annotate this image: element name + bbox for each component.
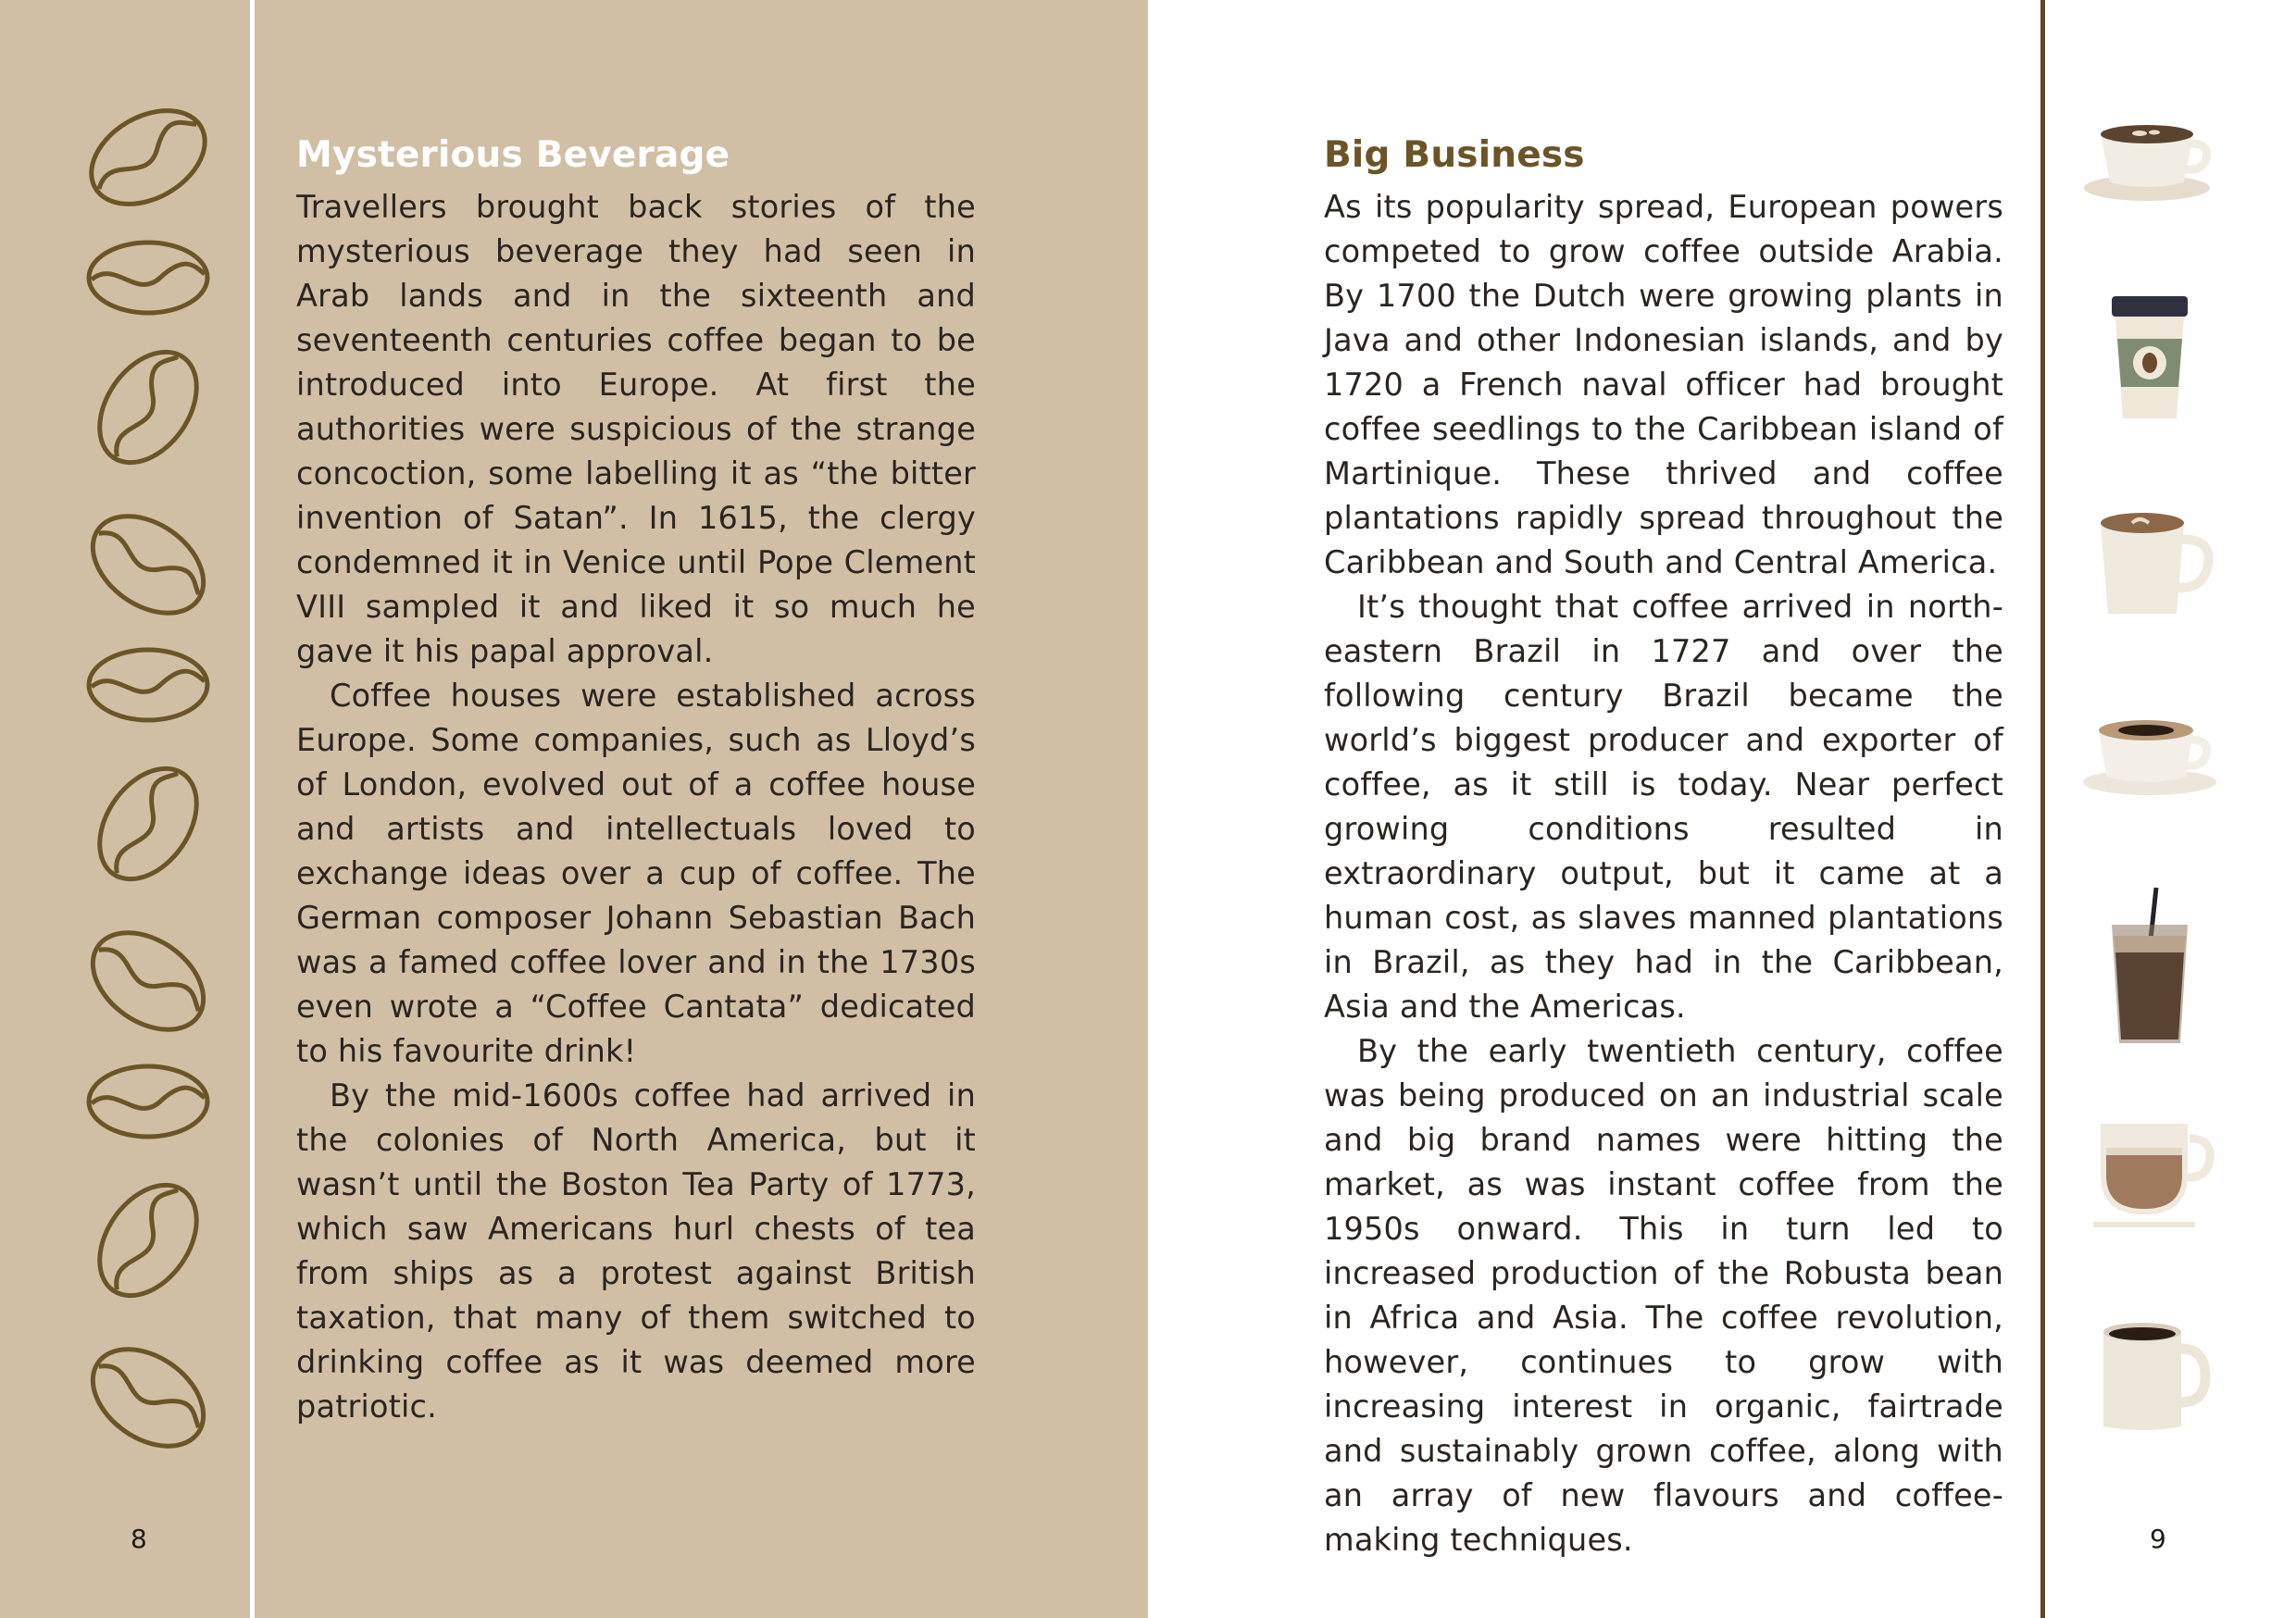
iced-coffee-glass-icon: [2066, 889, 2233, 1046]
paragraph: Travellers brought back stories of the mysterious beverage they had seen in Arab lands and in the sixteenth and seventeenth centuries coffee began to be introduced into Europe. At first the authorities were suspicious of the strange concoction, some labelling it as “the bitter invention of Satan”. In 1615, the clergy condemned it in Venice until Pope Clement VIII sampled it and liked it so much he gave it his papal approval.: [296, 189, 976, 669]
cappuccino-cup-icon: [2066, 83, 2233, 241]
paragraph: Coffee houses were established across Europe. Some companies, such as Lloyd’s of London, evolved out of a coffee house and artists and intellectuals loved to exchange ideas over a cup of coffee. The German composer Johann Sebastian Bach was a famed coffee lover and in the 1730s even wrote a “Coffee Cantata” dedicated to his favourite drink!: [296, 678, 976, 1069]
left-divider: [250, 0, 255, 1618]
paragraph: It’s thought that coffee arrived in north-eastern Brazil in 1727 and over the following century Brazil became the world’s biggest producer and exporter of coffee, as it still is today. Near perfect growing conditions resulted in extraordinary output, but it came at a human cost, as slaves manned plantations in Brazil, as they had in the Caribbean, Asia and the Americas.: [1324, 589, 2003, 1025]
right-text-column: [1324, 130, 2003, 1562]
paragraph: By the mid-1600s coffee had arrived in the colonies of North America, but it wasn’t until the Boston Tea Party of 1773, which saw Americans hurl chests of tea from ships as a protest against British taxation, that many of them switched to drinking coffee as it was deemed more patriotic.: [296, 1077, 976, 1425]
section-heading: Mysterious Beverage: [296, 134, 730, 176]
takeaway-cup-icon: [2066, 278, 2233, 435]
paragraph: As its popularity spread, European powers competed to grow coffee outside Arabia. By 1700 the Dutch were growing plants in Java and other Indonesian islands, and by 1720 a French naval officer had brought coffee seedlings to the Caribbean island of Martinique. These thrived and coffee plantations rapidly spread throughout the Caribbean and South and Central America.: [1324, 189, 2003, 580]
layered-latte-cup-icon: [2066, 1092, 2233, 1250]
black-coffee-mug-icon: [2066, 1296, 2233, 1453]
paragraph: By the early twentieth century, coffee was being produced on an industrial scale and big brand names were hitting the market, as was instant coffee from the 1950s onward. This in turn led to increased production of the Robusta bean in Africa and Asia. The coffee revolution, however, continues to grow with increasing interest in organic, fairtrade and sustainably grown coffee, along with an array of new flavours and coffee-making techniques.: [1324, 1033, 2003, 1558]
page-number: 8: [131, 1524, 147, 1554]
right-divider: [2040, 0, 2045, 1618]
latte-mug-icon: [2066, 481, 2233, 639]
page-number: 9: [2150, 1524, 2166, 1554]
espresso-cup-icon: [2066, 676, 2233, 833]
left-text-column: [296, 130, 976, 1429]
section-heading: Big Business: [1324, 134, 1585, 176]
